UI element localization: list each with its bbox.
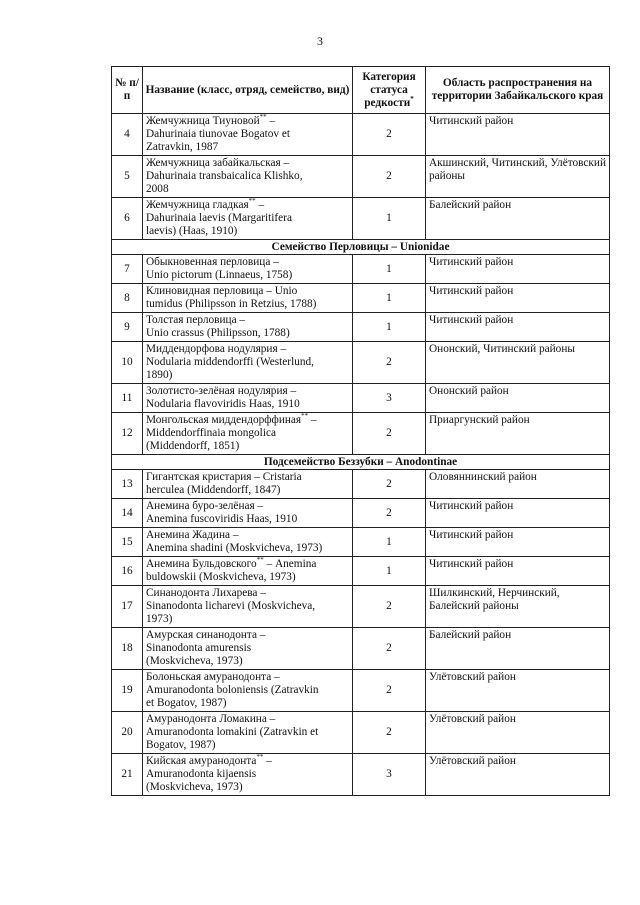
species-name-text: Zatravkin, 1987 [146,141,219,153]
rarity-category: 1 [353,528,426,557]
species-name-text: Золотисто-зелёная нодулярия – [146,385,297,397]
species-name-tail: – [308,414,317,426]
species-name-line [146,558,349,571]
rarity-category: 2 [353,413,426,455]
species-name-line [146,298,349,311]
species-name [143,528,353,557]
section-row [112,240,610,255]
species-name-line [146,542,349,555]
row-number: 10 [112,342,143,384]
species-name-line [146,713,349,726]
species-name [143,384,353,413]
rarity-category: 3 [353,384,426,413]
species-name-line [146,128,349,141]
species-name-line [146,369,349,382]
species-name [143,670,353,712]
species-name-line [146,183,349,196]
rarity-category: 2 [353,470,426,499]
species-name-text: Amuranodonta kijaensis [146,768,257,780]
species-name-line [146,781,349,794]
species-name [143,557,353,586]
rarity-category: 2 [353,628,426,670]
rarity-category: 2 [353,156,426,198]
species-name-text: (Moskvicheva, 1973) [146,781,243,793]
table-row [112,114,610,156]
species-name [143,284,353,313]
species-name-line [146,256,349,269]
species-name [143,754,353,796]
species-name-line [146,440,349,453]
table-row [112,557,610,586]
species-name-text: Толстая перловица – [146,314,246,326]
table-body [112,114,610,796]
row-number: 5 [112,156,143,198]
species-name-text: Амуранодонта Ломакина – [146,713,276,725]
row-number: 18 [112,628,143,670]
species-name-text: Amuranodonta lomakini (Zatravkin et [146,726,319,738]
species-name-text: Nodularia flavoviridis Haas, 1910 [146,398,300,410]
species-name-line [146,529,349,542]
distribution-area: Улётовский район [426,712,610,754]
distribution-area: Акшинский, Читинский, Улётовский районы [426,156,610,198]
row-number: 9 [112,313,143,342]
row-number: 8 [112,284,143,313]
row-number: 16 [112,557,143,586]
footnote-mark: ** [301,412,309,421]
footnote-mark: ** [256,753,264,762]
row-number: 15 [112,528,143,557]
distribution-area: Читинский район [426,114,610,156]
species-name-text: 1890) [146,369,173,381]
species-name-text: Жемчужница забайкальская – [146,157,290,169]
footnote-mark: ** [259,113,267,122]
distribution-area: Приаргунский район [426,413,610,455]
row-number: 13 [112,470,143,499]
section-row [112,455,610,470]
species-name-line [146,427,349,440]
species-name-text: Кийская амуранодонта [146,755,257,767]
species-name-text: Анемина буро-зелёная – [146,500,264,512]
table-row [112,499,610,528]
species-name [143,470,353,499]
table-row [112,670,610,712]
table-row [112,586,610,628]
rarity-category: 1 [353,313,426,342]
species-name-line [146,398,349,411]
table-row [112,342,610,384]
row-number: 12 [112,413,143,455]
table-row [112,255,610,284]
page-number: 3 [317,34,323,48]
species-name-line [146,414,349,427]
header-num: № п/п [112,67,143,114]
table-row [112,712,610,754]
header-name: Название (класс, отряд, семейство, вид) [143,67,353,114]
species-name-text: Bogatov, 1987) [146,739,216,751]
species-name-text: Dahurinaia laevis (Margaritifera [146,212,292,224]
header-category [353,67,426,114]
species-name-line [146,755,349,768]
species-name-line [146,739,349,752]
species-name-line [146,697,349,710]
row-number: 6 [112,198,143,240]
distribution-area: Читинский район [426,255,610,284]
species-name-text: Unio crassus (Philipsson, 1788) [146,327,290,339]
rarity-category: 2 [353,670,426,712]
rarity-category: 2 [353,114,426,156]
species-name-text: Amuranodonta boloniensis (Zatravkin [146,684,319,696]
rarity-category: 2 [353,586,426,628]
species-name-text: Anemina shadini (Moskvicheva, 1973) [146,542,323,554]
rarity-category: 3 [353,754,426,796]
species-name-text: Sinanodonta amurensis [146,642,252,654]
species-name-text: herculea (Middendorff, 1847) [146,484,281,496]
species-name [143,413,353,455]
row-number: 19 [112,670,143,712]
species-name-text: buldowskii (Moskvicheva, 1973) [146,571,296,583]
table-row [112,156,610,198]
footnote-mark: ** [256,556,264,565]
species-name-line [146,170,349,183]
distribution-area: Улётовский район [426,670,610,712]
species-name [143,586,353,628]
species-name-line [146,343,349,356]
species-name-line [146,157,349,170]
species-name-line [146,212,349,225]
species-name-text: et Bogatov, 1987) [146,697,227,709]
species-name-text: Unio pictorum (Linnaeus, 1758) [146,269,293,281]
species-name [143,628,353,670]
section-title: Семейство Перловицы – Unionidae [112,240,610,255]
distribution-area: Читинский район [426,499,610,528]
table-row [112,198,610,240]
species-name-line [146,115,349,128]
table-row [112,384,610,413]
table-header-row [112,67,610,114]
row-number: 17 [112,586,143,628]
table-row [112,470,610,499]
table-row [112,313,610,342]
species-name-tail: – [263,755,272,767]
species-name-tail: – [266,115,276,127]
table-row [112,528,610,557]
species-name-text: Амурская синанодонта – [146,629,266,641]
row-number: 21 [112,754,143,796]
distribution-area: Читинский район [426,313,610,342]
species-name-text: Middendorffinaia mongolica [146,427,276,439]
species-name-text: Анемина Бульдовского [146,558,257,570]
species-name-text: 1973) [146,613,173,625]
header-category-label: Категория статуса редкости [362,70,416,109]
species-name-text: Жемчужница Тиуновой [146,115,260,127]
species-name-text: laevis) (Haas, 1910) [146,225,238,237]
species-name-line [146,225,349,238]
distribution-area: Читинский район [426,557,610,586]
species-name-tail: – Anemina [263,558,317,570]
row-number: 14 [112,499,143,528]
species-name-text: Anemina fuscoviridis Haas, 1910 [146,513,298,525]
species-name-line [146,613,349,626]
species-name [143,313,353,342]
distribution-area: Читинский район [426,528,610,557]
species-name-line [146,269,349,282]
row-number: 11 [112,384,143,413]
table-row [112,413,610,455]
species-name-line [146,327,349,340]
rarity-category: 1 [353,284,426,313]
species-name-line [146,385,349,398]
rarity-category: 1 [353,255,426,284]
species-name-line [146,141,349,154]
distribution-area: Улётовский район [426,754,610,796]
table-row [112,628,610,670]
species-name-text: Синанодонта Лихарева – [146,587,266,599]
species-name-text: Гигантская кристария – Cristaria [146,471,302,483]
species-name-line [146,199,349,212]
species-name [143,499,353,528]
distribution-area: Балейский район [426,198,610,240]
rarity-category: 1 [353,557,426,586]
species-name-line [146,642,349,655]
species-name [143,342,353,384]
species-name-line [146,484,349,497]
species-name-text: (Middendorff, 1851) [146,440,240,452]
species-name-line [146,314,349,327]
species-name-line [146,587,349,600]
species-name-text: Nodularia middendorffi (Westerlund, [146,356,314,368]
row-number: 20 [112,712,143,754]
rare-species-table [111,66,610,796]
row-number: 4 [112,114,143,156]
species-name [143,255,353,284]
rarity-category: 2 [353,342,426,384]
header-area: Область распространения на территории Забайкальского края [426,67,610,114]
species-name-text: 2008 [146,183,169,195]
header-category-footnote-mark: * [410,94,414,103]
rarity-category: 2 [353,499,426,528]
table-row [112,754,610,796]
distribution-area: Читинский район [426,284,610,313]
species-name [143,198,353,240]
rarity-category: 2 [353,712,426,754]
species-name-text: Dahurinaia transbaicalica Klishko, [146,170,303,182]
species-name-text: Клиновидная перловица – Unio [146,285,298,297]
species-name-line [146,629,349,642]
species-name-line [146,684,349,697]
species-name-line [146,726,349,739]
row-number: 7 [112,255,143,284]
species-name-text: Миддендорфова нодулярия – [146,343,287,355]
species-name-text: Анемина Жадина – [146,529,239,541]
species-name-text: Болоньская амуранодонта – [146,671,280,683]
species-name-line [146,471,349,484]
species-name-line [146,571,349,584]
species-name-text: Sinanodonta licharevi (Moskvicheva, [146,600,316,612]
species-name-line [146,768,349,781]
species-name-line [146,356,349,369]
footnote-mark: ** [248,197,256,206]
species-name-text: Жемчужница гладкая [146,199,249,211]
species-name-line [146,500,349,513]
rarity-category: 1 [353,198,426,240]
species-name-tail: – [255,199,265,211]
species-name-text: tumidus (Philipsson in Retzius, 1788) [146,298,317,310]
species-name-text: Обыкновенная перловица – [146,256,279,268]
species-name-line [146,600,349,613]
species-name [143,114,353,156]
species-name [143,156,353,198]
species-name-text: Монгольская миддендорффиная [146,414,302,426]
species-name-line [146,285,349,298]
distribution-area: Оловяннинский район [426,470,610,499]
species-name-line [146,513,349,526]
species-name [143,712,353,754]
section-title: Подсемейство Беззубки – Anodontinae [112,455,610,470]
distribution-area: Шилкинский, Нерчинский, Балейский районы [426,586,610,628]
species-name-line [146,655,349,668]
species-name-text: Dahurinaia tiunovae Bogatov et [146,128,290,140]
distribution-area: Ононский, Читинский районы [426,342,610,384]
distribution-area: Балейский район [426,628,610,670]
table-row [112,284,610,313]
species-name-line [146,671,349,684]
species-name-text: (Moskvicheva, 1973) [146,655,243,667]
distribution-area: Ононский район [426,384,610,413]
